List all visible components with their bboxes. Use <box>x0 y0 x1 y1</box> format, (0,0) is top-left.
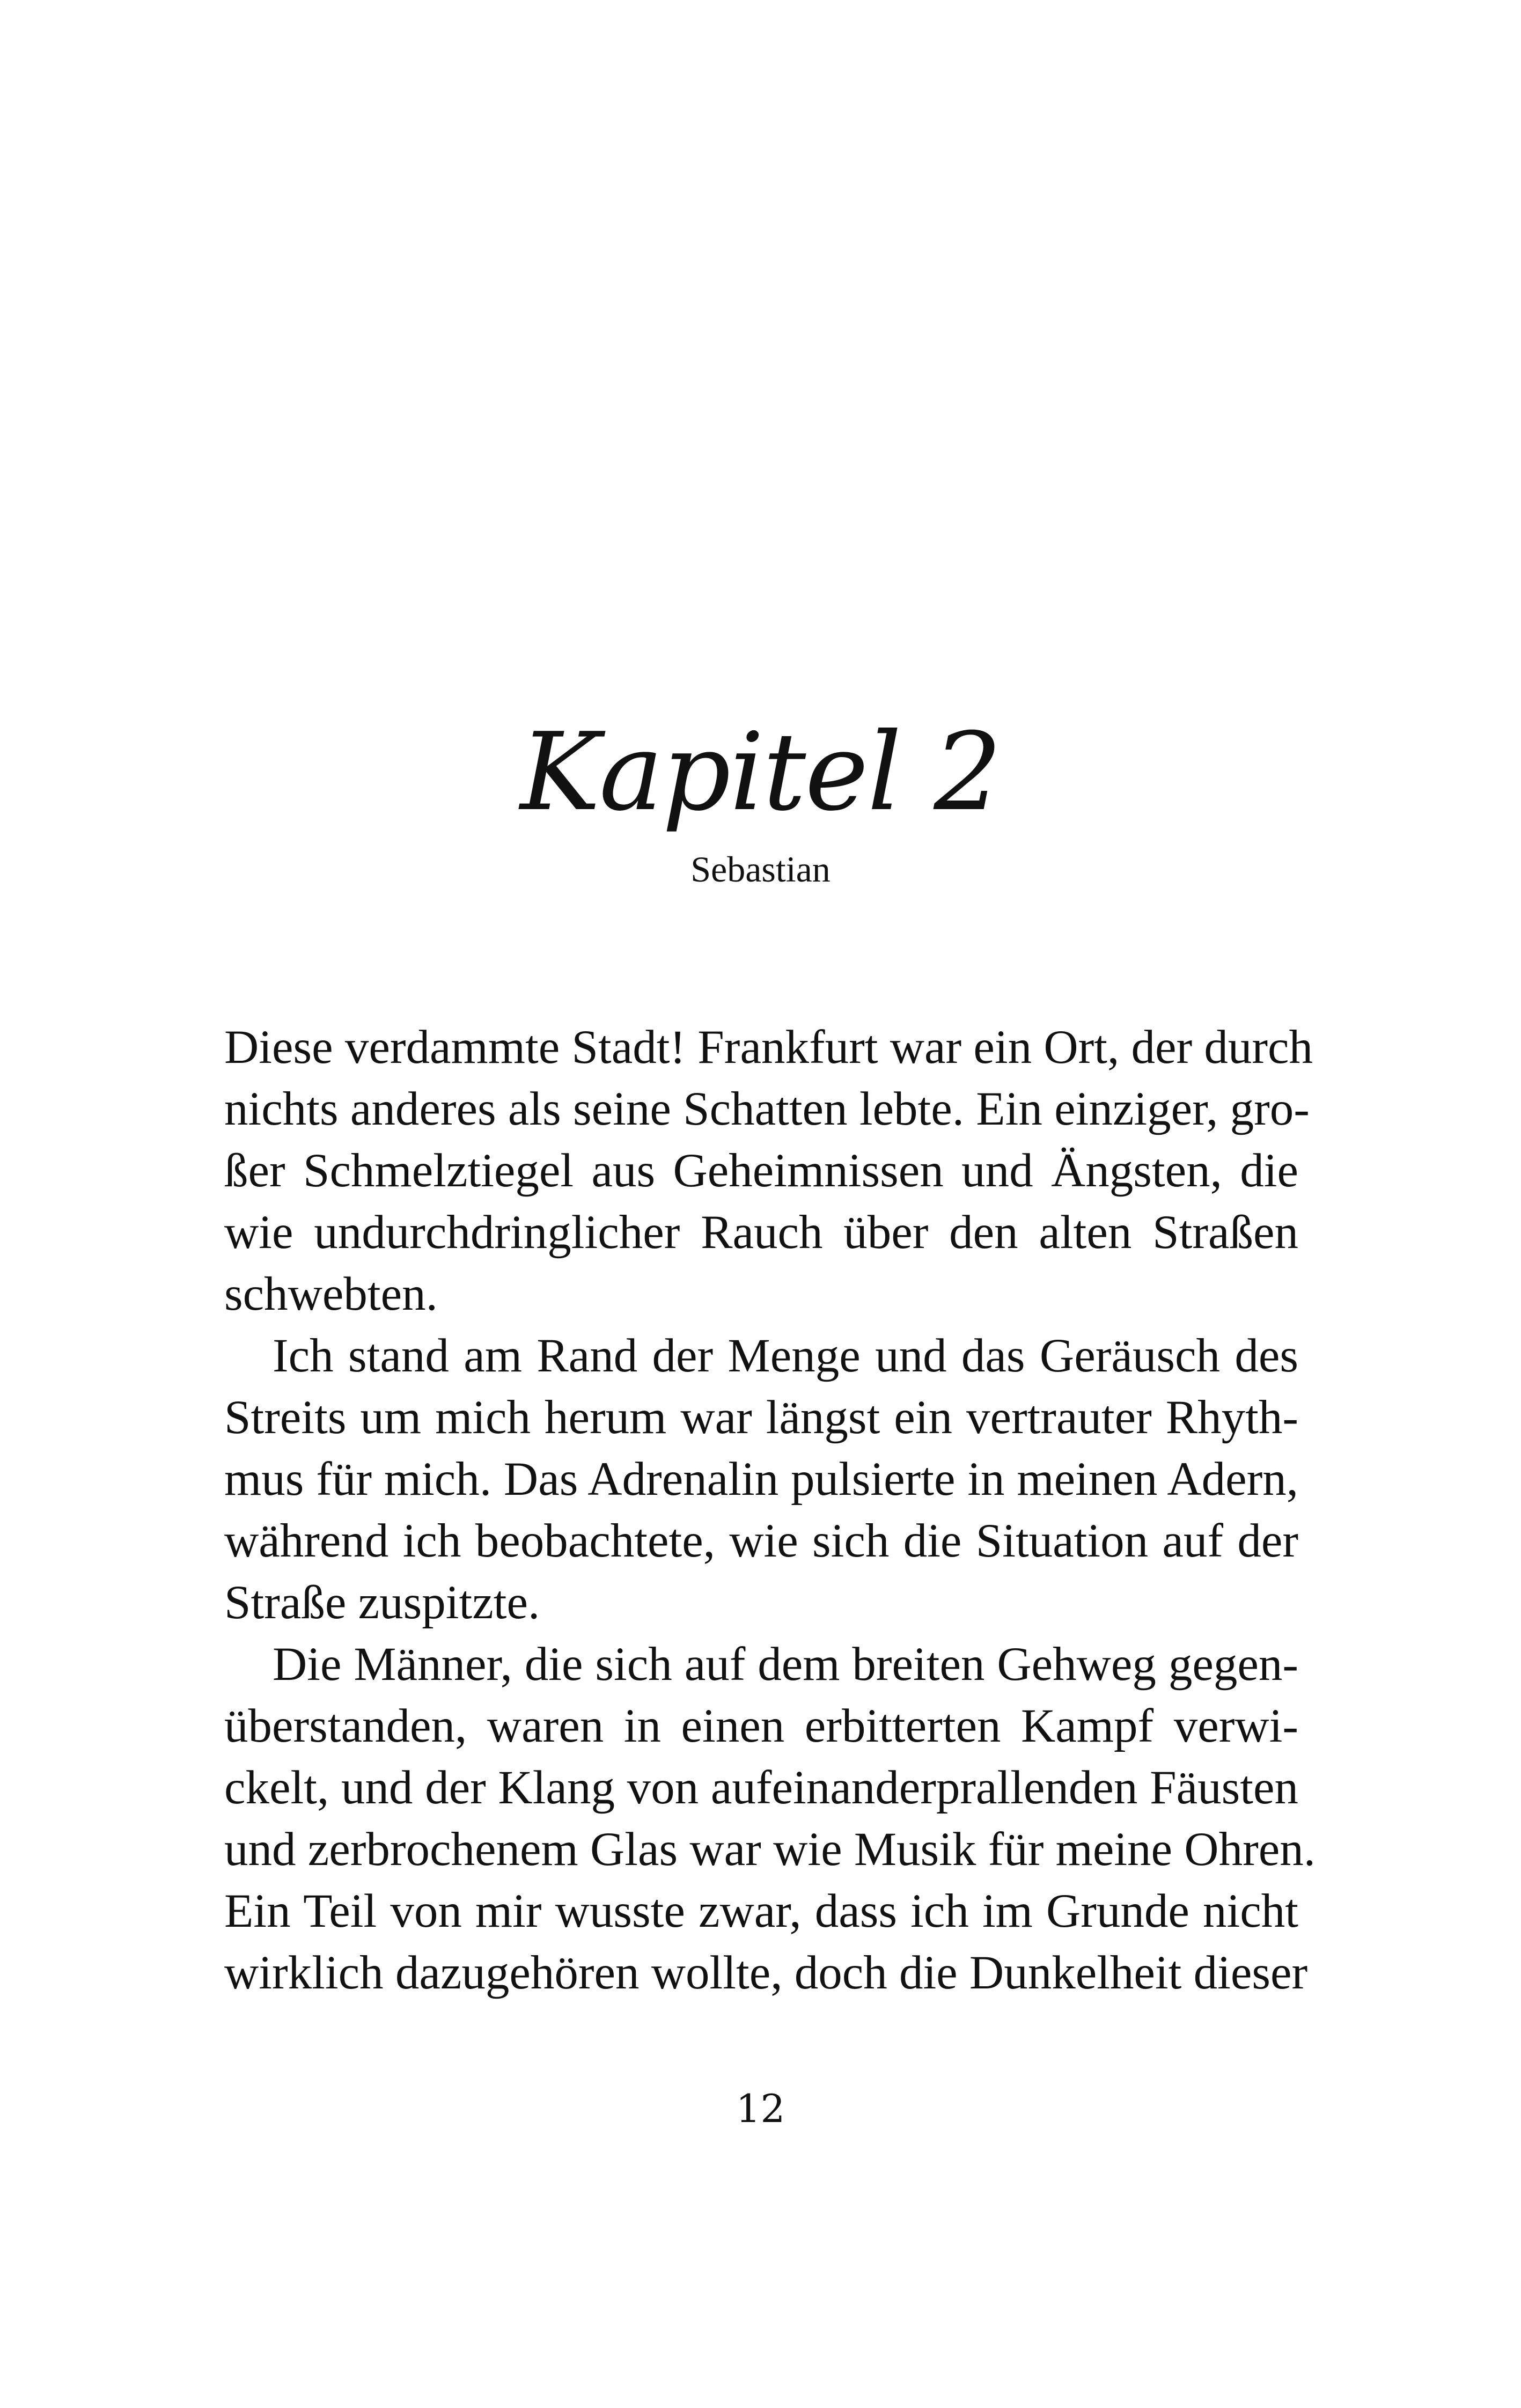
body-text <box>224 1017 1316 2004</box>
text-line: Straße zuspitzte. <box>224 1576 540 1629</box>
paragraph <box>224 1325 1298 1634</box>
text-line: während ich beobachtete, wie sich die Situation auf der <box>224 1515 1298 1567</box>
text-line: nichts anderes als seine Schatten lebte. Ein einziger, gro- <box>224 1083 1310 1135</box>
text-line: mus für mich. Das Adrenalin pulsierte in meinen Adern, <box>224 1453 1298 1506</box>
text-line: Ein Teil von mir wusste zwar, dass ich im Grunde nicht <box>224 1885 1298 1937</box>
chapter-subtitle: Sebastian <box>690 849 831 890</box>
paragraph <box>224 1017 1313 1325</box>
page-number: 12 <box>736 2086 785 2131</box>
text-line: und zerbrochenem Glas war wie Musik für meine Ohren. <box>224 1823 1316 1876</box>
text-line: schwebten. <box>224 1268 438 1320</box>
text-line: ßer Schmelztiegel aus Geheimnissen und Ängsten, die <box>224 1144 1298 1197</box>
chapter-title: Kapitel 2 <box>520 710 1001 835</box>
text-line: wirklich dazugehören wollte, doch die Dunkelheit dieser <box>224 1947 1308 1999</box>
text-line: überstanden, waren in einen erbitterten Kampf verwi- <box>224 1700 1298 1752</box>
text-line: ckelt, und der Klang von aufeinanderprallenden Fäusten <box>224 1761 1298 1814</box>
text-line: wie undurchdringlicher Rauch über den alten Straßen <box>224 1206 1298 1259</box>
text-line: Diese verdammte Stadt! Frankfurt war ein Ort, der durch <box>224 1021 1313 1074</box>
text-line: Ich stand am Rand der Menge und das Geräusch des <box>273 1330 1298 1382</box>
paragraph <box>224 1634 1316 2004</box>
text-line: Die Männer, die sich auf dem breiten Gehweg gegen- <box>273 1638 1298 1691</box>
text-line: Streits um mich herum war längst ein vertrauter Rhyth- <box>224 1391 1298 1444</box>
